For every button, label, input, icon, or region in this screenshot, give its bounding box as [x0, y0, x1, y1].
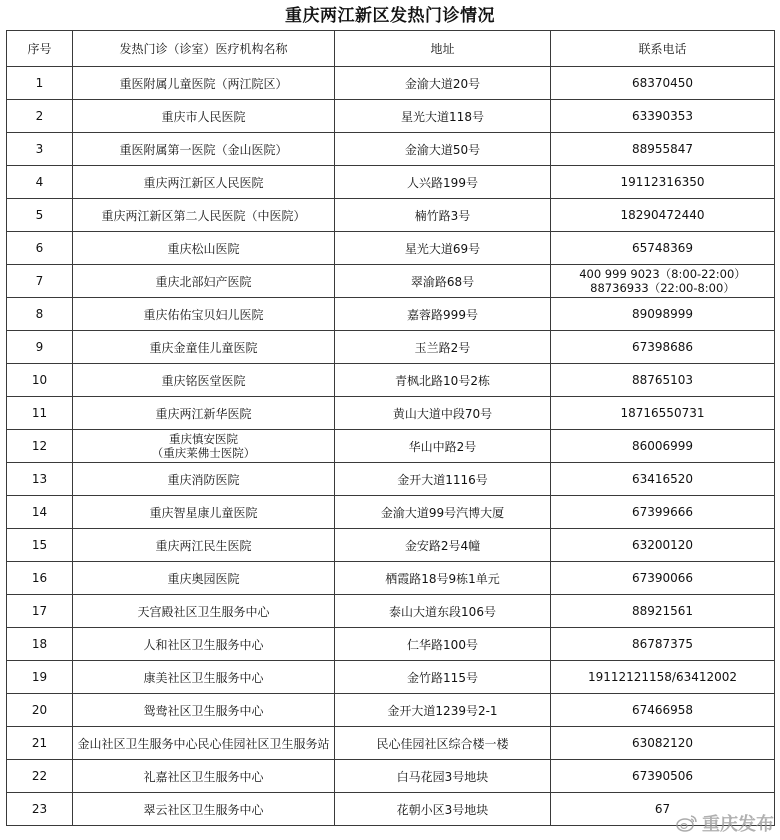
facility-name-cell: 翠云社区卫生服务中心: [73, 793, 335, 826]
address-cell: 金渝大道50号: [335, 133, 551, 166]
table-row: [7, 67, 775, 100]
row-index-cell: 4: [7, 166, 73, 199]
phone-cell: 63200120: [551, 529, 775, 562]
phone-cell: 63082120: [551, 727, 775, 760]
phone-cell: 67390066: [551, 562, 775, 595]
address-cell: 白马花园3号地块: [335, 760, 551, 793]
address-cell: 人兴路199号: [335, 166, 551, 199]
address-cell: 星光大道118号: [335, 100, 551, 133]
phone-cell: 86787375: [551, 628, 775, 661]
address-cell: 金渝大道20号: [335, 67, 551, 100]
address-cell: 嘉蓉路999号: [335, 298, 551, 331]
watermark-text: 重庆发布: [702, 814, 774, 835]
table-row: [7, 100, 775, 133]
address-cell: 青枫北路10号2栋: [335, 364, 551, 397]
table-header-row: [7, 31, 775, 67]
facility-name-cell: 重庆智星康儿童医院: [73, 496, 335, 529]
row-index-cell: 22: [7, 760, 73, 793]
table-row: [7, 760, 775, 793]
row-index-cell: 3: [7, 133, 73, 166]
address-cell: 金开大道1239号2-1: [335, 694, 551, 727]
facility-name-cell: 重庆铭医堂医院: [73, 364, 335, 397]
facility-name-cell: 重庆两江民生医院: [73, 529, 335, 562]
row-index-cell: 5: [7, 199, 73, 232]
phone-cell: 18290472440: [551, 199, 775, 232]
table-row: [7, 496, 775, 529]
facility-name-cell: 重庆两江新华医院: [73, 397, 335, 430]
phone-cell: 88921561: [551, 595, 775, 628]
address-cell: 黄山大道中段70号: [335, 397, 551, 430]
table-row: [7, 463, 775, 496]
address-cell: 金开大道1116号: [335, 463, 551, 496]
address-cell: 玉兰路2号: [335, 331, 551, 364]
facility-name-cell-line-2: （重庆莱佛士医院）: [151, 446, 256, 460]
facility-name-cell: 康美社区卫生服务中心: [73, 661, 335, 694]
address-cell: 星光大道69号: [335, 232, 551, 265]
table-row: [7, 628, 775, 661]
table-row: [7, 265, 775, 298]
address-cell: 仁华路100号: [335, 628, 551, 661]
facility-name-cell: 重医附属第一医院（金山医院）: [73, 133, 335, 166]
page-title: 重庆两江新区发热门诊情况: [285, 6, 495, 26]
address-cell: 民心佳园社区综合楼一楼: [335, 727, 551, 760]
phone-cell: 63390353: [551, 100, 775, 133]
fever-clinic-table: [6, 30, 775, 826]
row-index-cell: 23: [7, 793, 73, 826]
facility-name-cell: 重庆佑佑宝贝妇儿医院: [73, 298, 335, 331]
address-cell: 花朝小区3号地块: [335, 793, 551, 826]
table-row: [7, 298, 775, 331]
address-cell: 楠竹路3号: [335, 199, 551, 232]
row-index-cell: 21: [7, 727, 73, 760]
phone-cell: 67390506: [551, 760, 775, 793]
facility-name-cell: 鸳鸯社区卫生服务中心: [73, 694, 335, 727]
facility-name-cell: 金山社区卫生服务中心民心佳园社区卫生服务站: [73, 727, 335, 760]
row-index-cell: 19: [7, 661, 73, 694]
row-index-cell: 6: [7, 232, 73, 265]
phone-cell: 88955847: [551, 133, 775, 166]
table-row: [7, 694, 775, 727]
table-row: [7, 331, 775, 364]
facility-name-cell: 天宫殿社区卫生服务中心: [73, 595, 335, 628]
facility-name-cell: 重庆松山医院: [73, 232, 335, 265]
row-index-cell: 12: [7, 430, 73, 463]
phone-cell: 89098999: [551, 298, 775, 331]
table-row: [7, 232, 775, 265]
phone-cell: 68370450: [551, 67, 775, 100]
column-header-address: 地址: [335, 31, 551, 67]
row-index-cell: 1: [7, 67, 73, 100]
row-index-cell: 11: [7, 397, 73, 430]
table-row: [7, 595, 775, 628]
column-header-name: 发热门诊（诊室）医疗机构名称: [73, 31, 335, 67]
row-index-cell: 13: [7, 463, 73, 496]
row-index-cell: 10: [7, 364, 73, 397]
table-row: [7, 793, 775, 826]
row-index-cell: 7: [7, 265, 73, 298]
address-cell: 泰山大道东段106号: [335, 595, 551, 628]
facility-name-cell: [73, 430, 335, 463]
row-index-cell: 18: [7, 628, 73, 661]
facility-name-cell: 重医附属儿童医院（两江院区）: [73, 67, 335, 100]
table-row: [7, 661, 775, 694]
phone-cell: 19112316350: [551, 166, 775, 199]
table-row: [7, 364, 775, 397]
row-index-cell: 16: [7, 562, 73, 595]
row-index-cell: 17: [7, 595, 73, 628]
table-row: [7, 199, 775, 232]
facility-name-cell: 礼嘉社区卫生服务中心: [73, 760, 335, 793]
address-cell: 华山中路2号: [335, 430, 551, 463]
table-row: [7, 727, 775, 760]
table-row: [7, 397, 775, 430]
facility-name-cell: 重庆两江新区人民医院: [73, 166, 335, 199]
address-cell: 金渝大道99号汽博大厦: [335, 496, 551, 529]
facility-name-cell: 重庆奥园医院: [73, 562, 335, 595]
phone-cell: 67466958: [551, 694, 775, 727]
table-row: [7, 166, 775, 199]
phone-cell-line-1: 400 999 9023（8:00-22:00）: [579, 267, 746, 281]
facility-name-cell: 重庆市人民医院: [73, 100, 335, 133]
address-cell: 翠渝路68号: [335, 265, 551, 298]
row-index-cell: 8: [7, 298, 73, 331]
table-row: [7, 562, 775, 595]
phone-cell: 65748369: [551, 232, 775, 265]
phone-cell: 18716550731: [551, 397, 775, 430]
facility-name-cell: 人和社区卫生服务中心: [73, 628, 335, 661]
facility-name-cell-line-1: 重庆慎安医院: [169, 432, 238, 446]
address-cell: 金安路2号4幢: [335, 529, 551, 562]
phone-cell: 67399666: [551, 496, 775, 529]
address-cell: 金竹路115号: [335, 661, 551, 694]
table-row: [7, 529, 775, 562]
row-index-cell: 14: [7, 496, 73, 529]
phone-cell: 88765103: [551, 364, 775, 397]
phone-cell: 67398686: [551, 331, 775, 364]
row-index-cell: 9: [7, 331, 73, 364]
row-index-cell: 15: [7, 529, 73, 562]
row-index-cell: 2: [7, 100, 73, 133]
phone-cell: [551, 265, 775, 298]
column-header-phone: 联系电话: [551, 31, 775, 67]
phone-cell: 63416520: [551, 463, 775, 496]
phone-cell: 19112121158/63412002: [551, 661, 775, 694]
phone-cell-line-2: 88736933（22:00-8:00）: [590, 281, 735, 295]
row-index-cell: 20: [7, 694, 73, 727]
column-header-index: 序号: [7, 31, 73, 67]
address-cell: 栖霞路18号9栋1单元: [335, 562, 551, 595]
phone-cell: 86006999: [551, 430, 775, 463]
table-row: [7, 133, 775, 166]
phone-cell: 67: [551, 793, 775, 826]
table-body: [7, 67, 775, 826]
table-row: [7, 430, 775, 463]
facility-name-cell: 重庆北部妇产医院: [73, 265, 335, 298]
facility-name-cell: 重庆消防医院: [73, 463, 335, 496]
facility-name-cell: 重庆两江新区第二人民医院（中医院）: [73, 199, 335, 232]
facility-name-cell: 重庆金童佳儿童医院: [73, 331, 335, 364]
